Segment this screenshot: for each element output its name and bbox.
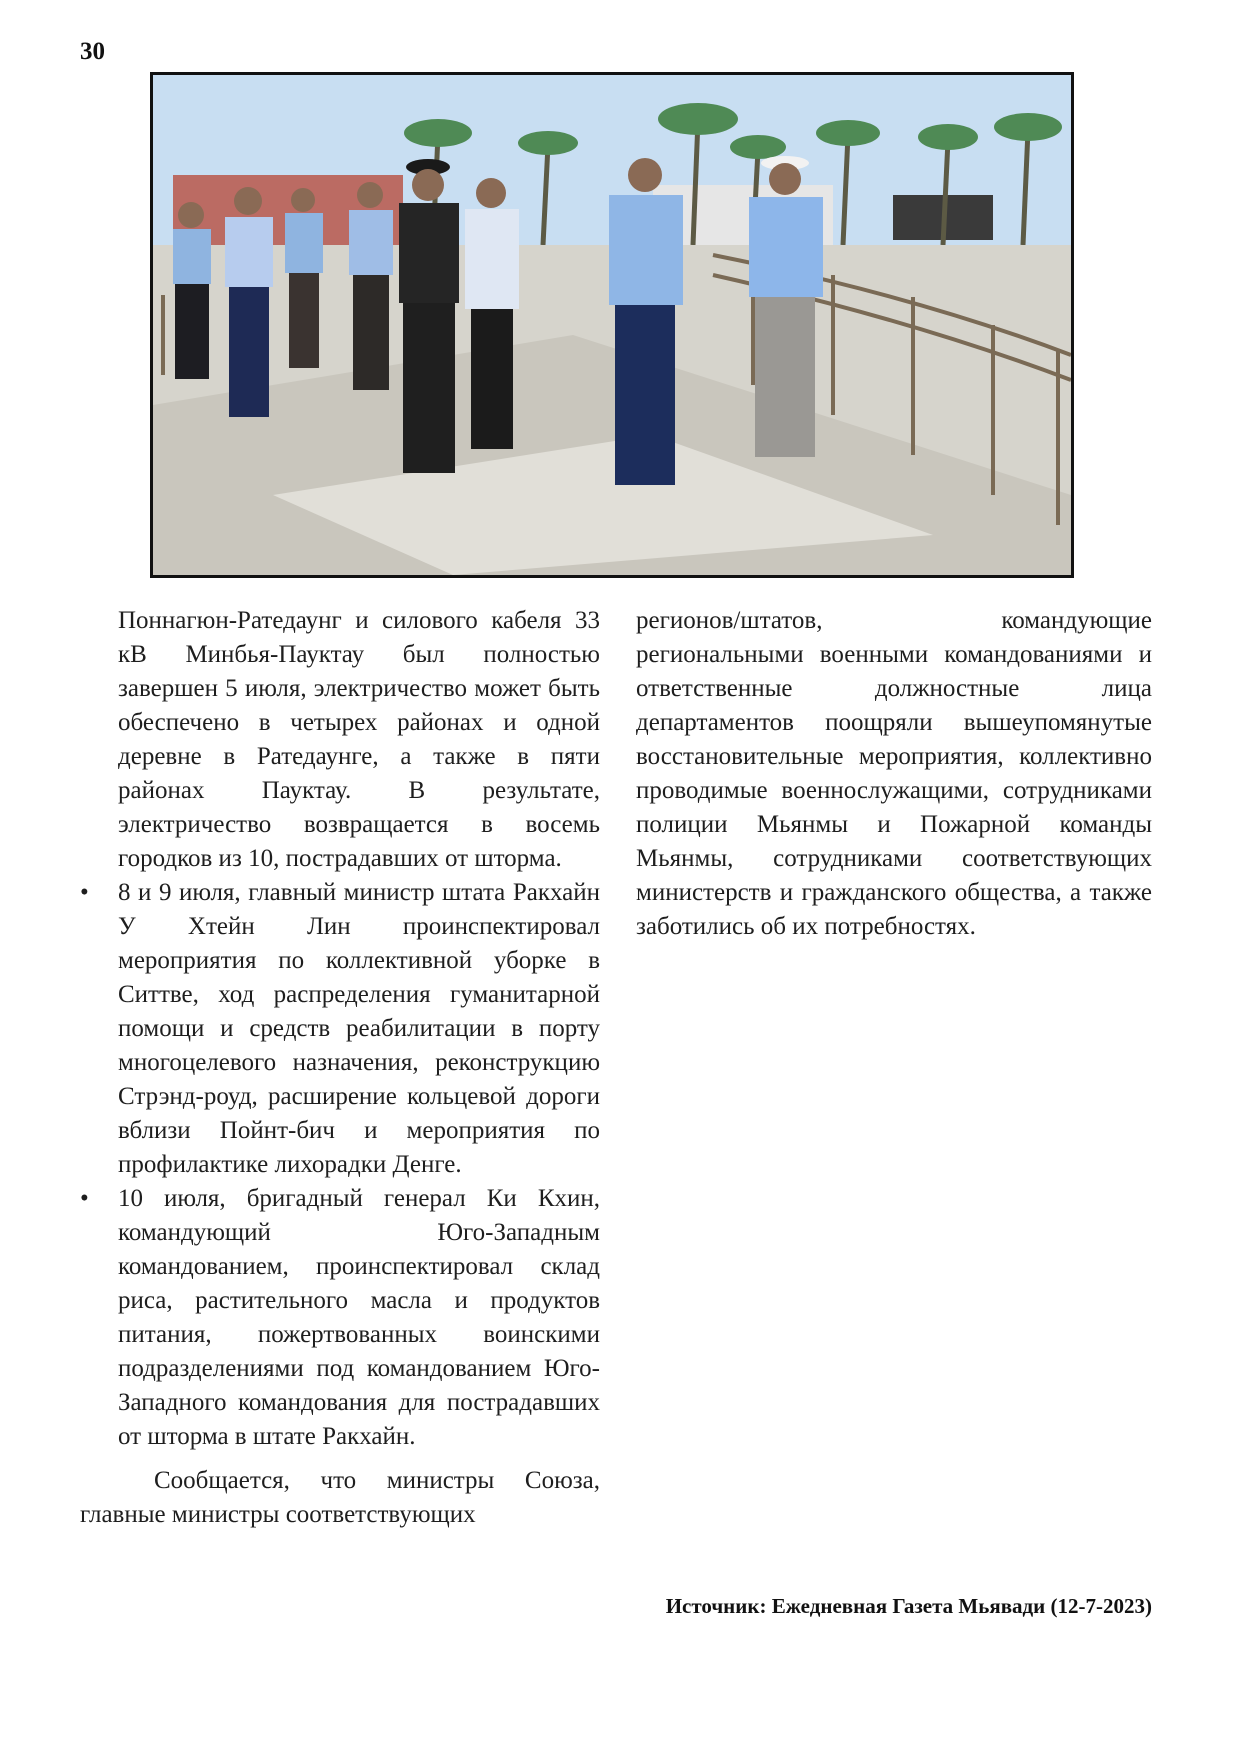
bullet-item: • 10 июля, бригадный генерал Ки Кхин, командующий Юго-Западным командованием, проинспектировал склад риса, растительного масла и продуктов питания, пожертвованных воинскими подразделениями под командованием Юго-Западного командования для пострадавших от шторма в штате Ракхайн. [80,1182,600,1454]
closing-paragraph-start: Сообщается, что министры Союза, главные министры соответствующих [80,1467,600,1528]
closing-paragraph-end: регионов/штатов, командующие региональными военными командованиями и ответственные должностные лица департаментов поощряли вышеупомянутые восстановительные мероприятия, коллективно проводимые военнослужащими, сотрудниками полиции Мьянмы и Пожарной команды Мьянмы, сотрудниками соответствующих министерств и гражданского общества, а также заботились об их потребностях. [636,607,1152,940]
source-citation: Источник: Ежедневная Газета Мьявади (12-7-2023) [665,1594,1152,1618]
news-photo [150,72,1074,578]
left-column [80,604,600,1532]
right-column [636,604,1152,944]
continued-paragraph: Поннагюн-Ратедаунг и силового кабеля 33 кВ Минбья-Пауктау был полностью завершен 5 июля, электричество может быть обеспечено в четырех районах и одной деревне в Ратедаунге, а также в пяти районах Пауктау. В результате, электричество возвращается в восемь городков из 10, пострадавших от шторма. [118,607,600,872]
bullet-list [80,876,600,1454]
page-number: 30 [80,38,105,65]
bullet-item: • 8 и 9 июля, главный министр штата Ракхайн У Хтейн Лин проинспектировал мероприятия по коллективной уборке в Ситтве, ход распределения гуманитарной помощи и средств реабилитации в порту многоцелевого назначения, реконструкцию Стрэнд-роуд, расширение кольцевой дороги вблизи Пойнт-бич и мероприятия по профилактике лихорадки Денге. [80,876,600,1182]
photo-illustration [153,75,1071,575]
